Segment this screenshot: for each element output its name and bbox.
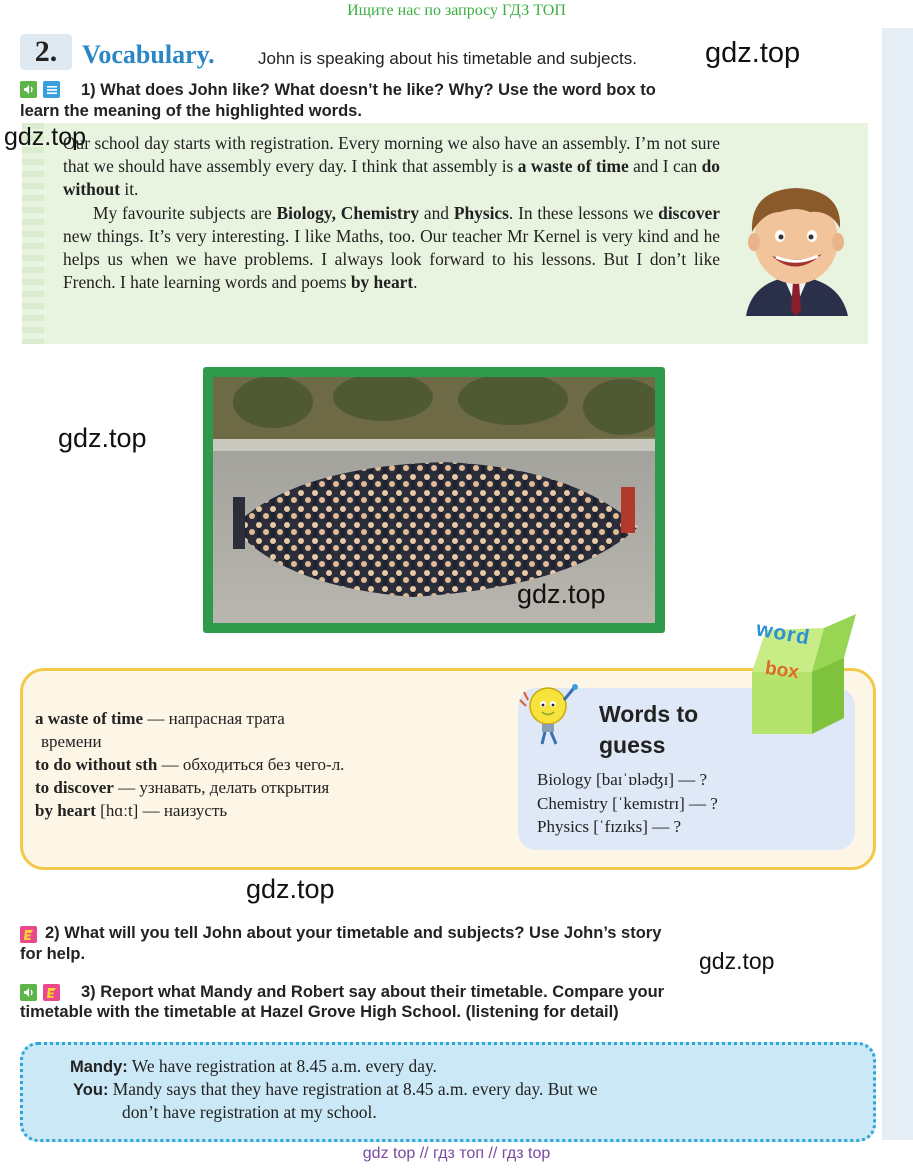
task2-line2: for help. xyxy=(20,945,86,963)
task1-prompt xyxy=(81,80,656,101)
exercise-subtitle: John is speaking about his timetable and subjects. xyxy=(258,49,637,68)
words-to-guess-title: Words to guess xyxy=(599,701,699,758)
word-box-definitions xyxy=(35,707,344,822)
definition-item: to do without sth — обходиться без чего-л. xyxy=(35,755,345,774)
watermark: gdz.top xyxy=(517,579,606,609)
story-paragraph-2: My favourite subjects are Biology, Chemistry and Physics. In these lessons we discover new things. It’s very interesting. I like Maths, too. Our teacher Mr Kernel is very kind and he helps us when we have problems. I always look forward to his lessons. But I don’t like French. I hate learning words and poems by heart. xyxy=(63,202,720,293)
words-to-guess-list xyxy=(537,768,718,839)
speaking-icon[interactable] xyxy=(20,926,37,943)
audio-icon[interactable] xyxy=(20,81,37,98)
mandy-text: We have registration at 8.45 a.m. every day. xyxy=(131,1056,437,1076)
task1-icons xyxy=(20,81,60,98)
watermark: gdz.top xyxy=(58,423,147,453)
highlight-biology-chemistry: Biology, Chemistry xyxy=(276,202,420,223)
task2-line1: 2) What will you tell John about your timetable and subjects? Use John’s story xyxy=(45,924,662,942)
lightbulb-icon xyxy=(518,680,582,748)
you-line xyxy=(73,1078,598,1102)
story-paragraph-1: Our school day starts with registration. Every morning we also have an assembly. I’m not sure that we should have assembly every day. I think that assembly is a waste of time and I can do without it. xyxy=(63,133,720,200)
speaking-icon[interactable] xyxy=(43,984,60,1001)
guess-word: Chemistry [ˈkemɪstrɪ] — ? xyxy=(537,793,718,813)
exercise-number: 2. xyxy=(20,34,72,70)
mandy-label: Mandy: xyxy=(70,1058,128,1076)
word-box-logo-word: word xyxy=(754,617,812,650)
highlight-by-heart: by heart xyxy=(350,272,414,293)
watermark: gdz.top xyxy=(246,874,335,904)
task1-line1: What does John like? What doesn’t he like? Why? Use the word box to xyxy=(100,81,656,99)
john-story xyxy=(63,132,720,294)
definition-item: by heart [hɑːt] — наизусть xyxy=(35,801,228,820)
john-illustration xyxy=(738,182,854,316)
task1-label: 1) xyxy=(81,81,96,99)
text-icon[interactable] xyxy=(43,81,60,98)
highlight-physics: Physics xyxy=(453,202,509,223)
definition-item: a waste of time — напрасная трата xyxy=(35,709,285,728)
you-text-2: don’t have registration at my school. xyxy=(122,1102,377,1122)
highlight-do-without: do without xyxy=(63,156,720,200)
top-banner[interactable]: Ищите нас по запросу ГДЗ ТОП xyxy=(347,2,566,19)
story-panel-edge xyxy=(22,123,44,344)
watermark: gdz.top xyxy=(705,37,801,69)
definition-item: to discover — узнавать, делать открытия xyxy=(35,778,330,797)
page-edge-strip xyxy=(882,28,913,1140)
exercise-title: Vocabulary. xyxy=(82,40,215,69)
guess-word: Biology [baɪˈɒləʤɪ] — ? xyxy=(537,770,708,789)
task3-icons xyxy=(20,984,60,1001)
task3-line2: timetable with the timetable at Hazel Grove High School. (listening for detail) xyxy=(20,1003,619,1021)
watermark: gdz.top xyxy=(699,948,775,974)
highlight-waste-of-time: a waste of time xyxy=(517,156,629,177)
mandy-line xyxy=(70,1055,437,1079)
definition-continuation: времени xyxy=(41,732,102,751)
task3-line1: 3) Report what Mandy and Robert say about their timetable. Compare your xyxy=(81,983,665,1001)
you-label: You: xyxy=(73,1081,109,1099)
audio-icon[interactable] xyxy=(20,984,37,1001)
guess-word: Physics [ˈfɪzɪks] — ? xyxy=(537,817,682,836)
word-box-logo-box: box xyxy=(763,657,801,684)
footer-links[interactable]: gdz top // гдз топ // гдз top xyxy=(362,1145,551,1162)
task1-line2: learn the meaning of the highlighted words. xyxy=(20,102,362,120)
highlight-discover: discover xyxy=(658,202,720,223)
watermark: gdz.top xyxy=(4,123,87,151)
you-text-1: Mandy says that they have registration at 8.45 a.m. every day. But we xyxy=(112,1079,598,1099)
